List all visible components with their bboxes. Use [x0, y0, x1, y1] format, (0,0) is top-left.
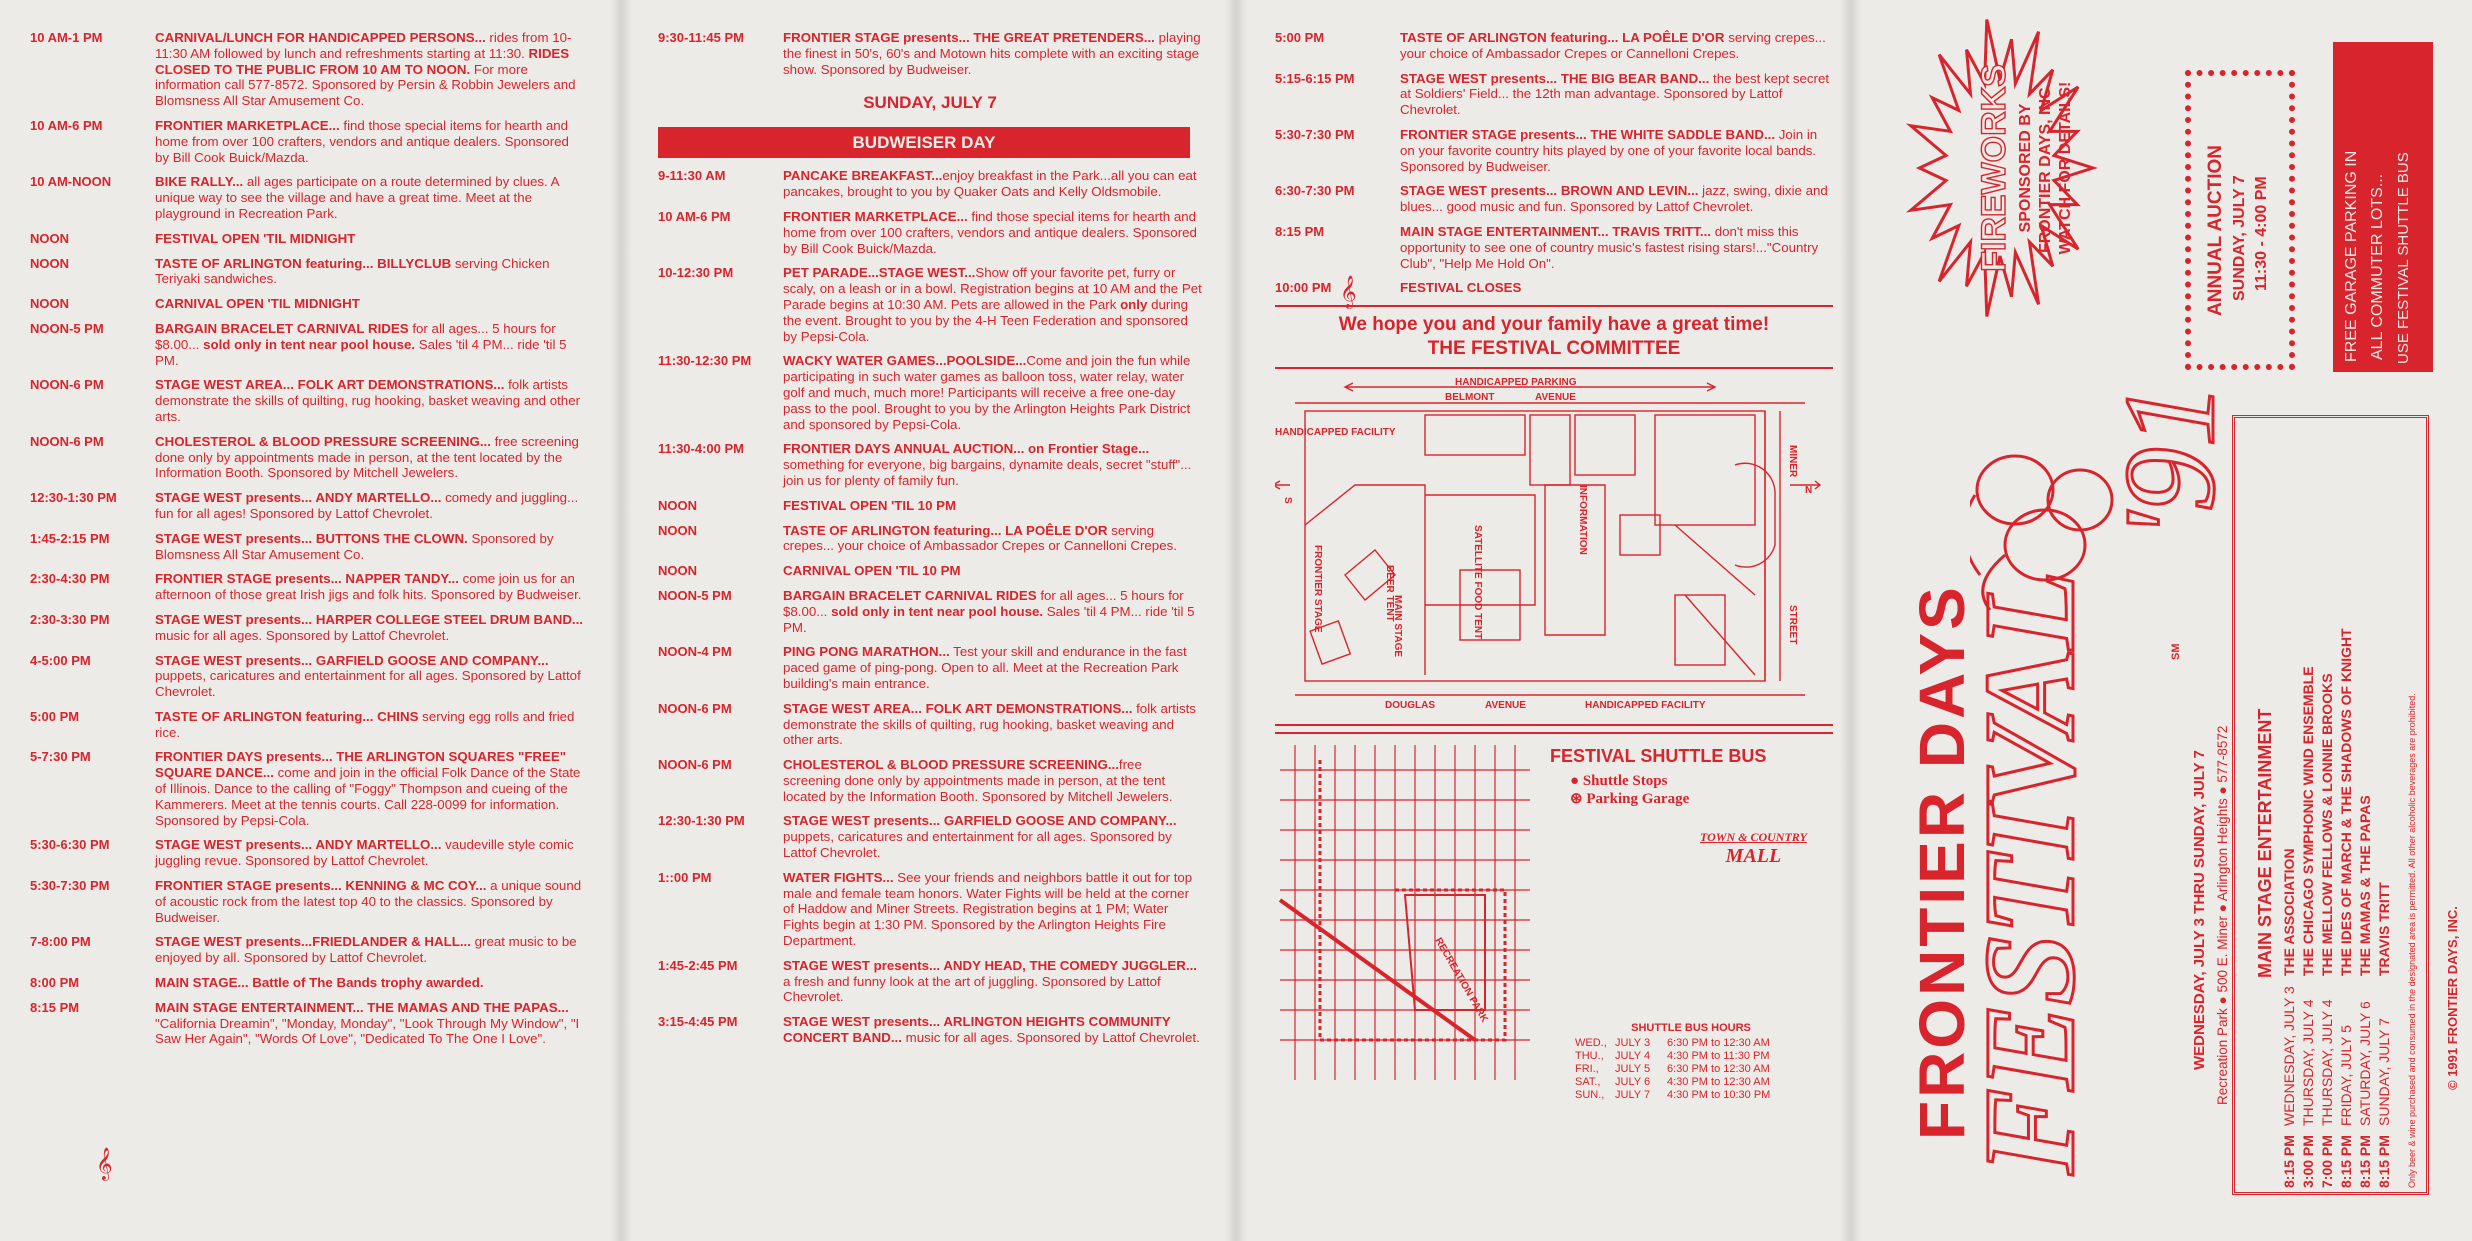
mall-line1: TOWN & COUNTRY — [1700, 830, 1807, 845]
shuttle-hours-date: JULY 5 — [1615, 1063, 1651, 1076]
entry-description: TASTE OF ARLINGTON featuring... LA POÊLE D'OR serving crepes... your choice of Ambassador Crepes or Cannelloni Crepes. — [783, 522, 1177, 554]
entry-time: NOON-5 PM — [658, 587, 732, 603]
entry-time: 3:15-4:45 PM — [658, 1014, 738, 1030]
shuttle-hours-date: JULY 3 — [1615, 1037, 1651, 1050]
entry-description: BARGAIN BRACELET CARNIVAL RIDES for all ages... 5 hours for $8.00... sold only in tent near pool house. Sales 'til 4 PM... ride 'til 5 PM. — [155, 320, 567, 368]
shuttle-hours-time: 4:30 PM to 12:30 AM — [1667, 1076, 1770, 1089]
fireworks-sponsor-1: SPONSORED BY — [2017, 103, 2034, 233]
entry-time: NOON-4 PM — [658, 644, 732, 660]
entry-time: NOON-5 PM — [30, 320, 104, 336]
schedule-entry — [658, 958, 1202, 1005]
entry-description: PANCAKE BREAKFAST...enjoy breakfast in the Park...all you can eat pancakes, brought to you by Quaker Oats and Kelly Oldsmobile. — [783, 168, 1197, 200]
entry-time: NOON-6 PM — [30, 377, 104, 393]
entry-description: CARNIVAL OPEN 'TIL MIDNIGHT — [155, 296, 360, 312]
shuttle-section — [1275, 740, 1833, 1100]
year-91: '91 — [2098, 382, 2242, 540]
park-map — [1275, 375, 1835, 720]
schedule-panel-2 — [630, 0, 1220, 1241]
entry-description: FRONTIER STAGE presents... NAPPER TANDY... come join us for an afternoon of those great Irish jigs and folk hits. Sponsored by Budweiser. — [155, 571, 582, 603]
lineup-row — [2281, 848, 2297, 1188]
garage-icon: ⊛ — [1570, 791, 1583, 808]
entry-description: FRONTIER STAGE presents... THE GREAT PRETENDERS... playing the finest in 50's, 60's and Motown hits complete with an exciting stage show. Sponsored by Budweiser. — [783, 30, 1201, 77]
entry-description: STAGE WEST presents... ANDY MARTELLO... vaudeville style comic juggling revue. Sponsored by Lattof Chevrolet. — [155, 837, 574, 869]
schedule-entry — [30, 934, 584, 966]
entry-time: NOON — [30, 230, 69, 246]
schedule-entry — [30, 1000, 584, 1047]
entry-time: 2:30-4:30 PM — [30, 571, 110, 587]
map-label: HANDICAPPED FACILITY — [1275, 427, 1396, 439]
frontier-days-title: FRONTIER DAYS — [1906, 584, 1978, 1140]
divider — [1275, 367, 1833, 369]
entry-description: FRONTIER STAGE presents... THE WHITE SADDLE BAND... Join in on your favorite country hits played by one of your favorite local bands. Sponsored by Budweiser. — [1400, 126, 1818, 174]
lineup-act: THE MAMAS & THE PAPAS — [2357, 795, 2373, 976]
lineup-row — [2357, 795, 2373, 1188]
lineup-act: THE CHICAGO SYMPHONIC WIND ENSEMBLE — [2300, 666, 2316, 976]
map-label: AVENUE — [1535, 392, 1576, 404]
entry-time: 11:30-12:30 PM — [658, 353, 752, 369]
map-label: HANDICAPPED FACILITY — [1585, 700, 1706, 712]
entry-description: TASTE OF ARLINGTON featuring... CHINS serving egg rolls and fried rice. — [155, 708, 575, 740]
schedule-entry — [30, 612, 584, 644]
entry-description: MAIN STAGE ENTERTAINMENT... THE MAMAS AND THE PAPAS... "California Dreamin", "Monday, Monday", "Look Through My Window", "I Saw Her Again", "Words Of Love", "Dedicated To The One I Love". — [155, 999, 580, 1047]
closing-message — [1275, 313, 1833, 361]
entry-time: 1::00 PM — [658, 869, 712, 885]
entry-time: NOON-6 PM — [658, 757, 732, 773]
map-label: MAIN STAGE — [1392, 595, 1403, 658]
lineup-time: 8:15 PM — [2376, 1135, 2392, 1188]
shuttle-map — [1275, 740, 1535, 1090]
map-label: BEER TENT — [1384, 565, 1395, 622]
lineup-day: THURSDAY, JULY 4 — [2319, 999, 2335, 1126]
schedule-entry — [30, 256, 584, 288]
schedule-entry — [658, 265, 1202, 344]
entry-time: 10 AM-NOON — [30, 174, 112, 190]
lineup-row — [2300, 666, 2316, 1188]
lineup-day: SUNDAY, JULY 7 — [2376, 1018, 2392, 1126]
entry-description: WATER FIGHTS... See your friends and neighbors battle it out for top male and female team honors. Water Fights will be held at the corner of Haddow and Miner Streets. Registration begins at 1 PM; Water Fights begin at 1:30 PM. Sponsored by the Arlington Heights Fire Department. — [783, 869, 1193, 949]
schedule-entry — [30, 975, 584, 991]
parking-line-1: FREE GARAGE PARKING IN — [2343, 150, 2360, 362]
entry-description: TASTE OF ARLINGTON featuring... LA POÊLE D'OR serving crepes... your choice of Ambassador Crepes or Cannelloni Crepes. — [1400, 30, 1826, 61]
shuttle-hours-date: JULY 6 — [1615, 1076, 1651, 1089]
schedule-entry — [1275, 127, 1833, 174]
schedule-entry — [30, 321, 584, 368]
entry-description: STAGE WEST presents... BROWN AND LEVIN... jazz, swing, dixie and blues... good music and fun. Sponsored by Lattof Chevrolet. — [1400, 183, 1828, 215]
schedule-entry — [658, 588, 1202, 635]
music-note-icon: 𝄞 — [1340, 276, 1357, 307]
schedule-entry — [30, 296, 584, 312]
beer-wine-note: Only beer & wine purchased and consumed in the designated area is permitted. All other alcoholic beverages are prohibited. — [2407, 693, 2417, 1188]
entry-description: CARNIVAL/LUNCH FOR HANDICAPPED PERSONS... rides from 10-11:30 AM followed by lunch and refreshments starting at 11:30. RIDES CLOSED TO THE PUBLIC FROM 10 AM TO NOON. For more information call 577-8572. Sponsored by Persin & Robbin Jewelers and Blomsness All Star Amusement Co. — [155, 30, 576, 109]
music-note-icon: 𝄞 — [96, 1148, 113, 1179]
entry-description: STAGE WEST presents... ARLINGTON HEIGHTS COMMUNITY CONCERT BAND... music for all ages. Sponsored by Lattof Chevrolet. — [783, 1014, 1200, 1046]
entry-time: NOON — [658, 497, 697, 513]
entry-description: CHOLESTEROL & BLOOD PRESSURE SCREENING... free screening done only by appointments made in person, at the tent located by the Information Booth. Sponsored by Mitchell Jewelers. — [155, 433, 579, 481]
schedule-entry — [658, 701, 1202, 748]
auction-time: 11:30 - 4:00 PM — [2253, 176, 2270, 291]
schedule-entry — [30, 30, 584, 109]
shuttle-hours-row — [1575, 1063, 1807, 1076]
entry-time: 8:15 PM — [1275, 223, 1325, 239]
schedule-entry — [1275, 224, 1833, 271]
fold-crease — [610, 0, 632, 1241]
schedule-entry — [658, 30, 1202, 77]
schedule-entry — [1275, 71, 1833, 118]
entry-description: CARNIVAL OPEN 'TIL 10 PM — [783, 563, 961, 579]
divider — [1275, 305, 1833, 307]
entry-time: 5:30-7:30 PM — [1275, 126, 1355, 142]
schedule-entry — [30, 837, 584, 869]
balloons-icon — [1970, 445, 2120, 615]
lineup-act: THE MELLOW FELLOWS & LONNIE BROOKS — [2319, 673, 2335, 976]
entry-description: FRONTIER DAYS ANNUAL AUCTION... on Frontier Stage... something for everyone, big bargains, dynamite deals, secret "stuff"... join us for plenty of family fun. — [783, 441, 1192, 488]
entry-description: WACKY WATER GAMES...POOLSIDE...Come and join the fun while participating in such water games as balloon toss, water relay, water golf and much, much more! Participants will receive a free one-day pass to the pool. Brought to you by the Arlington Heights Park District and sponsored by Pepsi-Cola. — [783, 353, 1191, 432]
lineup-day: THURSDAY, JULY 4 — [2300, 999, 2316, 1126]
auction-box — [2185, 70, 2295, 370]
lineup-day: SATURDAY, JULY 6 — [2357, 1001, 2373, 1126]
entry-description: STAGE WEST presents... ANDY HEAD, THE COMEDY JUGGLER... a fresh and funny look at the art of juggling. Sponsored by Lattof Chevrolet. — [783, 957, 1197, 1005]
map-label: STREET — [1787, 605, 1798, 645]
schedule-entry — [658, 353, 1202, 432]
main-stage-box — [2232, 415, 2429, 1195]
schedule-entry — [658, 168, 1202, 200]
entry-time: NOON — [30, 296, 69, 312]
entry-time: 9-11:30 AM — [658, 168, 726, 184]
committee-line: THE FESTIVAL COMMITTEE — [1427, 338, 1681, 360]
shuttle-hours-date: JULY 7 — [1615, 1089, 1651, 1102]
schedule-panel-1 — [0, 0, 612, 1241]
schedule-entry — [30, 709, 584, 741]
entry-time: 5-7:30 PM — [30, 749, 91, 765]
shuttle-hours-day: SUN., — [1575, 1089, 1605, 1102]
entry-time: 1:45-2:15 PM — [30, 530, 110, 546]
lineup-time: 7:00 PM — [2319, 1135, 2335, 1188]
entry-time: 8:15 PM — [30, 999, 80, 1015]
festival-title: FESTIVAL — [1958, 572, 2102, 1175]
map-label: MINER — [1787, 445, 1798, 478]
map-label: INFORMATION — [1577, 485, 1588, 555]
mall-line2: MALL — [1725, 845, 1782, 868]
schedule-entry — [30, 531, 584, 563]
entry-description: FRONTIER DAYS presents... THE ARLINGTON SQUARES "FREE" SQUARE DANCE... come and join in the official Folk Dance of the State of Illinois. Dance to the calling of "Foggy" Thompson and cueing of the Kammerers. Meet at the tennis courts. Call 228-0099 for information. Sponsored by Pepsi-Cola. — [155, 749, 581, 828]
shuttle-hours-day: SAT., — [1575, 1076, 1601, 1089]
entry-time: 4-5:00 PM — [30, 652, 91, 668]
entry-time: NOON — [658, 563, 697, 579]
lineup-time: 8:15 PM — [2281, 1135, 2297, 1188]
entry-time: 11:30-4:00 PM — [658, 441, 744, 457]
legend-garage: Parking Garage — [1586, 791, 1690, 808]
schedule-entry — [658, 563, 1202, 579]
shuttle-hours-row — [1575, 1076, 1807, 1089]
festival-location: Recreation Park ● 500 E. Miner ● Arlington Heights ● 577-8572 — [2215, 725, 2230, 1105]
stop-dot-icon: ● — [1570, 773, 1580, 790]
entry-time: 2:30-3:30 PM — [30, 611, 110, 627]
entry-time: 7-8:00 PM — [30, 934, 91, 950]
lineup-time: 8:15 PM — [2338, 1135, 2354, 1188]
entry-time: NOON — [30, 255, 69, 271]
schedule-entry — [30, 571, 584, 603]
entry-description: CHOLESTEROL & BLOOD PRESSURE SCREENING...free screening done only by appointments made in person, at the tent located by the Information Booth. Sponsored by Mitchell Jewelers. — [783, 757, 1173, 804]
entry-description: FRONTIER STAGE presents... KENNING & MC COY... a unique sound of acoustic rock from the latest top 40 to the classics. Sponsored by Budweiser. — [155, 878, 582, 925]
entry-time: 8:00 PM — [30, 975, 80, 991]
map-label: HANDICAPPED PARKING — [1455, 377, 1577, 389]
shuttle-legend — [1570, 772, 1689, 808]
schedule-entry — [658, 870, 1202, 949]
entry-time: 6:30-7:30 PM — [1275, 183, 1355, 199]
schedule-entry — [30, 118, 584, 165]
shuttle-hours-row — [1575, 1037, 1807, 1050]
legend-stops: Shuttle Stops — [1582, 773, 1668, 790]
lineup-act: THE IDES OF MARCH & THE SHADOWS OF KNIGHT — [2338, 628, 2354, 976]
entry-time: 5:30-7:30 PM — [30, 878, 110, 894]
north-label: N — [1805, 485, 1813, 497]
lineup-act: THE ASSOCIATION — [2281, 848, 2297, 976]
shuttle-hours-time: 4:30 PM to 10:30 PM — [1667, 1089, 1771, 1102]
lineup-day: WEDNESDAY, JULY 3 — [2281, 986, 2297, 1126]
schedule-entry — [658, 209, 1202, 256]
entry-description: FESTIVAL CLOSES — [1400, 280, 1522, 296]
entry-description: STAGE WEST presents... ANDY MARTELLO... comedy and juggling... fun for all ages! Sponsored by Lattof Chevrolet. — [155, 490, 579, 521]
lineup-day: FRIDAY, JULY 5 — [2338, 1025, 2354, 1126]
schedule-entry — [1275, 280, 1833, 296]
entry-description: STAGE WEST presents... GARFIELD GOOSE AND COMPANY... puppets, caricatures and entertainment for all ages. Sponsored by Lattof Chevrolet. — [155, 652, 581, 700]
entry-description: STAGE WEST presents... GARFIELD GOOSE AND COMPANY... puppets, caricatures and entertainment for all ages. Sponsored by Lattof Chevrolet. — [783, 813, 1177, 861]
schedule-entry — [1275, 183, 1833, 215]
shuttle-hours-time: 4:30 PM to 11:30 PM — [1667, 1050, 1770, 1063]
divider — [1275, 724, 1833, 726]
shuttle-hours-row — [1575, 1050, 1807, 1063]
entry-time: 5:30-6:30 PM — [30, 837, 110, 853]
entry-time: 5:00 PM — [30, 708, 80, 724]
fireworks-sponsor-3: WATCH FOR DETAILS! — [2057, 81, 2074, 255]
shuttle-hours-time: 6:30 PM to 12:30 AM — [1667, 1063, 1770, 1076]
fireworks-sponsor-2: FRONTIER DAYS, INC. — [2037, 82, 2054, 254]
cover-panel — [1855, 0, 2472, 1241]
entry-time: NOON-6 PM — [658, 700, 732, 716]
entry-time: 10 AM-6 PM — [658, 208, 731, 224]
entry-description: FRONTIER MARKETPLACE... find those special items for hearth and home from over 100 crafters, vendors and antique dealers. Sponsored by Bill Cook Buick/Mazda. — [155, 117, 569, 165]
entry-description: MAIN STAGE... Battle of The Bands trophy awarded. — [155, 975, 484, 991]
parking-line-3: USE FESTIVAL SHUTTLE BUS — [2395, 152, 2412, 364]
entry-description: STAGE WEST presents...FRIEDLANDER & HALL... great music to be enjoyed by all. Sponsored by Lattof Chevrolet. — [155, 934, 577, 966]
map-label: RECREATION PARK — [1432, 936, 1490, 1025]
entry-time: 5:15-6:15 PM — [1275, 70, 1355, 86]
entry-description: STAGE WEST presents... HARPER COLLEGE STEEL DRUM BAND... music for all ages. Sponsored by Lattof Chevrolet. — [155, 611, 584, 643]
schedule-entry — [658, 757, 1202, 804]
schedule-entry — [30, 434, 584, 481]
hope-line: We hope you and your family have a great time! — [1338, 314, 1770, 336]
entry-time: 12:30-1:30 PM — [30, 490, 117, 506]
copyright: © 1991 FRONTIER DAYS, INC. — [2445, 906, 2460, 1090]
service-mark: SM — [2170, 643, 2182, 660]
entry-time: 12:30-1:30 PM — [658, 813, 745, 829]
shuttle-hours-row — [1575, 1089, 1807, 1102]
lineup-time: 3:00 PM — [2300, 1135, 2316, 1188]
schedule-entry — [658, 523, 1202, 555]
entry-time: NOON — [658, 522, 697, 538]
hours-title: SHUTTLE BUS HOURS — [1631, 1022, 1751, 1035]
entry-description: BARGAIN BRACELET CARNIVAL RIDES for all ages... 5 hours for $8.00... sold only in tent near pool house. Sales 'til 4 PM... ride 'til 5 PM. — [783, 587, 1195, 635]
entry-description: STAGE WEST presents... BUTTONS THE CLOWN. Sponsored by Blomsness All Star Amusement Co. — [155, 530, 554, 562]
schedule-entry — [30, 749, 584, 828]
schedule-entry — [658, 1014, 1202, 1046]
schedule-entry — [658, 498, 1202, 514]
entry-description: TASTE OF ARLINGTON featuring... BILLYCLUB serving Chicken Teriyaki sandwiches. — [155, 255, 550, 287]
fireworks-title: FIREWORKS — [1975, 64, 2013, 272]
entry-time: 10 AM-1 PM — [30, 30, 103, 45]
parking-line-2: ALL COMMUTER LOTS... — [2369, 173, 2386, 360]
parking-box — [2333, 42, 2433, 372]
entry-description: FESTIVAL OPEN 'TIL MIDNIGHT — [155, 230, 356, 246]
shuttle-hours-time: 6:30 PM to 12:30 AM — [1667, 1037, 1770, 1050]
fireworks-starburst — [1895, 8, 2105, 328]
shuttle-title: FESTIVAL SHUTTLE BUS — [1550, 746, 1767, 767]
festival-dates: WEDNESDAY, JULY 3 THRU SUNDAY, JULY 7 — [2191, 750, 2208, 1070]
entry-description: FRONTIER MARKETPLACE... find those special items for hearth and home from over 100 crafters, vendors and antique dealers. Sponsored by Bill Cook Buick/Mazda. — [783, 208, 1197, 256]
entry-description: BIKE RALLY... all ages participate on a route determined by clues. A unique way to see the village and have a great time. Meet at the playground in Recreation Park. — [155, 174, 559, 221]
entry-time: 10-12:30 PM — [658, 265, 734, 281]
map-label: FRONTIER STAGE — [1312, 545, 1323, 633]
entry-description: FESTIVAL OPEN 'TIL 10 PM — [783, 497, 957, 513]
entry-time: 10:00 PM — [1275, 280, 1332, 296]
lineup-act: TRAVIS TRITT — [2376, 882, 2392, 976]
entry-description: PET PARADE...STAGE WEST...Show off your favorite pet, furry or scaly, on a leash or in a bowl. Registration begins at 10 AM and the Pet Parade begins at 10:30 AM. Pets are allowed in the Park only during the event. Brought to you by the 4-H Teen Federation and sponsored by Pepsi-Cola. — [783, 265, 1202, 344]
south-label: S — [1282, 497, 1293, 504]
lineup-time: 8:15 PM — [2357, 1135, 2373, 1188]
schedule-entry — [30, 377, 584, 424]
map-label: AVENUE — [1485, 700, 1526, 712]
shuttle-hours-day: THU., — [1575, 1050, 1604, 1063]
schedule-entry — [658, 644, 1202, 691]
schedule-entry — [1275, 30, 1833, 62]
entry-description: MAIN STAGE ENTERTAINMENT... TRAVIS TRITT... don't miss this opportunity to see one of country music's fastest rising stars!..."Country Club", "Help Me Hold On". — [1400, 223, 1819, 271]
budweiser-day-banner: BUDWEISER DAY — [658, 127, 1190, 158]
entry-time: 9:30-11:45 PM — [658, 30, 744, 45]
shuttle-hours-day: WED., — [1575, 1037, 1607, 1050]
entry-time: NOON-6 PM — [30, 433, 104, 449]
divider — [1275, 732, 1833, 734]
auction-date: SUNDAY, JULY 7 — [2231, 175, 2248, 301]
map-label: SATELLITE FOOD TENT — [1472, 525, 1483, 640]
auction-title: ANNUAL AUCTION — [2205, 145, 2226, 316]
map-label: BELMONT — [1445, 392, 1495, 404]
schedule-entry — [30, 174, 584, 221]
entry-description: STAGE WEST AREA... FOLK ART DEMONSTRATIONS... folk artists demonstrate the skills of quilting, rug hooking, basket weaving and other arts. — [783, 700, 1196, 748]
lineup-row — [2338, 628, 2354, 1188]
entry-time: 5:00 PM — [1275, 30, 1325, 45]
lineup-row — [2376, 882, 2392, 1188]
schedule-entry — [658, 441, 1202, 488]
lineup-row — [2319, 673, 2335, 1188]
shuttle-hours-date: JULY 4 — [1615, 1050, 1651, 1063]
shuttle-hours-day: FRI., — [1575, 1063, 1599, 1076]
entry-description: STAGE WEST AREA... FOLK ART DEMONSTRATIONS... folk artists demonstrate the skills of quilting, rug hooking, basket weaving and other arts. — [155, 377, 581, 424]
schedule-entry — [30, 878, 584, 925]
schedule-entry — [30, 231, 584, 247]
map-label: DOUGLAS — [1385, 700, 1435, 712]
mall-logo — [1700, 830, 1807, 868]
schedule-entry — [658, 813, 1202, 860]
schedule-panel-3 — [1245, 0, 1855, 1241]
sunday-heading: SUNDAY, JULY 7 — [863, 93, 997, 113]
schedule-entry — [30, 653, 584, 700]
entry-description: STAGE WEST presents... THE BIG BEAR BAND... the best kept secret at Soldiers' Field... the 12th man advantage. Sponsored by Lattof Chevrolet. — [1400, 70, 1830, 118]
schedule-entry — [30, 490, 584, 522]
entry-time: 1:45-2:45 PM — [658, 957, 738, 973]
fold-crease — [1225, 0, 1247, 1241]
entry-time: 10 AM-6 PM — [30, 117, 103, 133]
entry-description: PING PONG MARATHON... Test your skill and endurance in the fast paced game of ping-pong. Open to all. Meet at the Recreation Park building's main entrance. — [783, 644, 1187, 691]
shuttle-hours — [1575, 1022, 1807, 1102]
main-stage-title: MAIN STAGE ENTERTAINMENT — [2255, 708, 2275, 978]
